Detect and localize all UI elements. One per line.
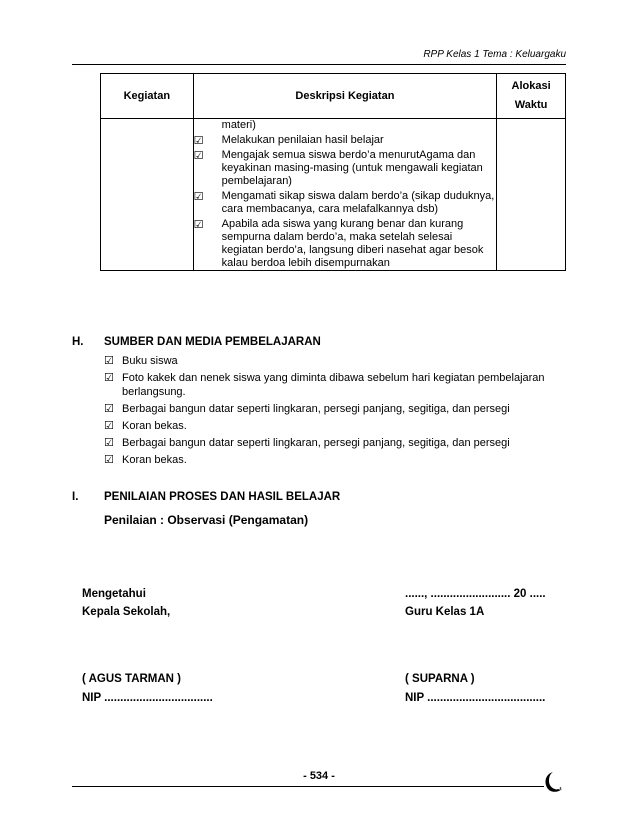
sign-left-name: ( AGUS TARMAN ) bbox=[82, 673, 182, 685]
section-h-title: SUMBER DAN MEDIA PEMBELAJARAN bbox=[104, 336, 321, 348]
alokasi-cell bbox=[497, 119, 566, 271]
header-rule bbox=[72, 64, 566, 65]
col-deskripsi-header: Deskripsi Kegiatan bbox=[193, 74, 497, 119]
sign-right-line1: ......, ......................... 20 ..... bbox=[405, 588, 546, 600]
col-alokasi-line2: Waktu bbox=[514, 99, 548, 111]
list-item bbox=[104, 371, 574, 399]
crescent-logo-icon bbox=[541, 770, 563, 794]
checkbox-icon: ☑ bbox=[104, 354, 114, 367]
section-i-subtitle: Penilaian : Observasi (Pengamatan) bbox=[104, 513, 309, 527]
list-item bbox=[194, 190, 497, 216]
deskripsi-cell bbox=[193, 119, 497, 271]
item-text: Berbagai bangun datar seperti lingkaran, persegi panjang, segitiga, dan persegi bbox=[122, 403, 510, 415]
list-item bbox=[104, 436, 574, 450]
list-item bbox=[104, 453, 574, 467]
table-header-row bbox=[101, 74, 566, 119]
kegiatan-cell bbox=[101, 119, 194, 271]
list-item bbox=[194, 134, 497, 147]
sign-left-line1: Mengetahui bbox=[82, 588, 146, 600]
running-header: RPP Kelas 1 Tema : Keluargaku bbox=[423, 49, 566, 60]
section-i-letter: I. bbox=[72, 491, 79, 503]
checkbox-icon: ☑ bbox=[104, 436, 114, 449]
sign-right-line2: Guru Kelas 1A bbox=[405, 606, 485, 618]
list-item bbox=[194, 218, 497, 270]
item-text: Apabila ada siswa yang kurang benar dan kurang sempurna dalam berdo’a, maka setelah selesai kegiatan berdo’a, langsung diberi nasehat agar besok kalau berdoa lebih disempurnakan bbox=[221, 218, 484, 269]
sign-right-nip: NIP ..................................... bbox=[405, 692, 546, 704]
checkbox-icon: ☑ bbox=[193, 218, 204, 231]
checkbox-icon: ☑ bbox=[104, 419, 114, 432]
checkbox-icon: ☑ bbox=[104, 453, 114, 466]
list-item bbox=[104, 402, 574, 416]
col-alokasi-line1: Alokasi bbox=[511, 80, 551, 92]
checkbox-icon: ☑ bbox=[193, 190, 204, 203]
activity-table bbox=[100, 73, 566, 271]
item-text: Melakukan penilaian hasil belajar bbox=[221, 134, 384, 146]
sign-right-name: ( SUPARNA ) bbox=[405, 673, 475, 685]
item-text: Koran bekas. bbox=[122, 420, 187, 432]
item-text: Buku siswa bbox=[122, 355, 178, 367]
checkbox-icon: ☑ bbox=[104, 402, 114, 415]
item-text: Koran bekas. bbox=[122, 454, 187, 466]
checkbox-icon: ☑ bbox=[193, 134, 204, 147]
list-item bbox=[104, 419, 574, 433]
item-text: Foto kakek dan nenek siswa yang diminta dibawa sebelum hari kegiatan pembelajaran berlangsung. bbox=[122, 372, 545, 398]
section-i-title: PENILAIAN PROSES DAN HASIL BELAJAR bbox=[104, 491, 341, 503]
footer-rule bbox=[72, 786, 544, 787]
table-row bbox=[101, 119, 566, 271]
lead-text: materi) bbox=[221, 119, 256, 131]
checkbox-icon: ☑ bbox=[104, 371, 114, 384]
media-list bbox=[104, 354, 574, 470]
col-kegiatan-header: Kegiatan bbox=[101, 74, 194, 119]
col-alokasi-header bbox=[497, 74, 566, 119]
checkbox-icon: ☑ bbox=[193, 149, 204, 162]
list-item bbox=[194, 149, 497, 188]
list-item bbox=[104, 354, 574, 368]
page-number: - 534 - bbox=[303, 770, 335, 782]
section-h-letter: H. bbox=[72, 336, 84, 348]
item-text: Berbagai bangun datar seperti lingkaran, persegi panjang, segitiga, dan persegi bbox=[122, 437, 510, 449]
item-text: Mengajak semua siswa berdo’a menurutAgama dan keyakinan masing-masing (untuk mengawali kegiatan pembelajaran) bbox=[221, 149, 483, 187]
item-text: Mengamati sikap siswa dalam berdo’a (sikap duduknya, cara membacanya, cara melafalkannya dsb) bbox=[221, 190, 495, 215]
sign-left-line2: Kepala Sekolah, bbox=[82, 606, 171, 618]
sign-left-nip: NIP .................................. bbox=[82, 692, 213, 704]
